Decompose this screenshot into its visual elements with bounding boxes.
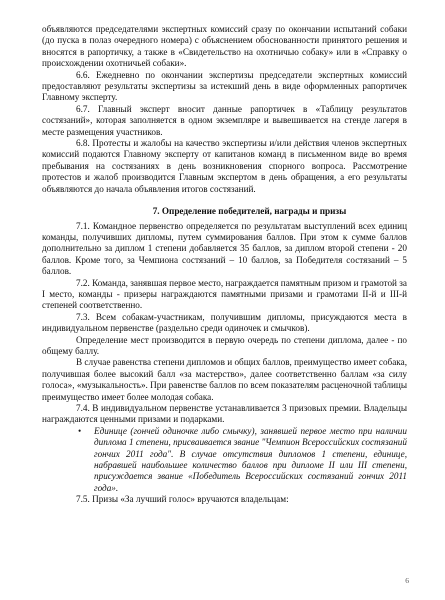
paragraph-7-5: 7.5. Призы «За лучший голос» вручаются владельцам: [76, 494, 289, 505]
paragraph-6-8: 6.8. Протесты и жалобы на качество экспертизы и/или действия членов экспертных комиссий подаются Главному эксперту от капитанов команд в письменном виде во время пребывания на состязаниях в день возникновения спорного вопроса. Рассмотрение протестов и жалоб производится Главным экспертом в день обращения, а его результаты объявляются до начала объявления итогов состязаний. [42, 138, 407, 194]
paragraph-6-6: 6.6. Ежедневно по окончании экспертизы председатели экспертных комиссий предоставляют результаты экспертизы за истекший день в виде оформленных рапортичек Главному эксперту. [42, 69, 407, 103]
paragraph-7-4: 7.4. В индивидуальном первенстве устанавливается 3 призовых премии. Владельцы награждаются ценными призами и подарками. [42, 403, 407, 425]
paragraph-7-2: 7.2. Команда, занявшая первое место, награждается памятным призом и грамотой за I место, команды - призеры награждаются памятными призами и грамотами II-й и III-й степеней соответственно. [42, 277, 407, 311]
page-number: 6 [405, 575, 409, 585]
paragraph-place-order: Определение мест производится в первую очередь по степени диплома, далее - по общему баллу. [42, 334, 407, 356]
paragraph-7-1: 7.1. Командное первенство определяется по результатам выступлений всех единиц команды, получивших дипломы, путем суммирования баллов. При этом к сумме баллов дополнительно за диплом 1 степени добавляется 35 баллов, за диплом второй степени - 20 баллов. Кроме того, за Чемпиона состязаний – 10 баллов, за Победителя состязаний – 5 баллов. [42, 220, 407, 277]
paragraph-tie-break: В случае равенства степени дипломов и общих баллов, преимущество имеет собака, получившая более высокий балл «за мастерство», далее соответственно баллам «за силу голоса», «музыкальность». При равенстве баллов по всем показателям расценочной таблицы преимущество имеет более молодая собака. [42, 357, 408, 402]
paragraph-6-7: 6.7. Главный эксперт вносит данные рапортичек в «Таблицу результатов состязаний», которая заполняется в одном экземпляре и вывешивается на стенде лагеря в месте размещения участников. [42, 103, 407, 137]
bullet-text: Единице (гончей одиночке либо смычку), занявшей первое место при наличии диплома 1 степени, присваивается звание "Чемпион Всероссийских состязаний гончих 2011 года". В случае отсутствия дипломов 1 степени, единице, набравшей наибольшее количество баллов при дипломе II или III степени, присуждается звание «Победитель Всероссийских состязаний гончих 2011 года». [94, 425, 407, 493]
list-item [78, 425, 407, 494]
paragraph-7-3: 7.3. Всем собакам-участникам, получившим дипломы, присуждаются места в индивидуальном первенстве (раздельно среди одиночек и смычков). [42, 311, 407, 334]
bullet-icon: • [78, 425, 82, 436]
section-7-heading: 7. Определение победителей, награды и призы [152, 206, 347, 217]
paragraph-continuation: объявляются председателями экспертных комиссий сразу по окончании испытаний собаки (до пуска в полаз очередного номера) с объяснением обоснованности принятого решения и вносятся в рапортичку, а также в «Свидетельство на охотничью собаку» или в «Справку о происхождении охотничьей собаки». [42, 24, 407, 69]
champion-bullet-list [42, 426, 407, 494]
